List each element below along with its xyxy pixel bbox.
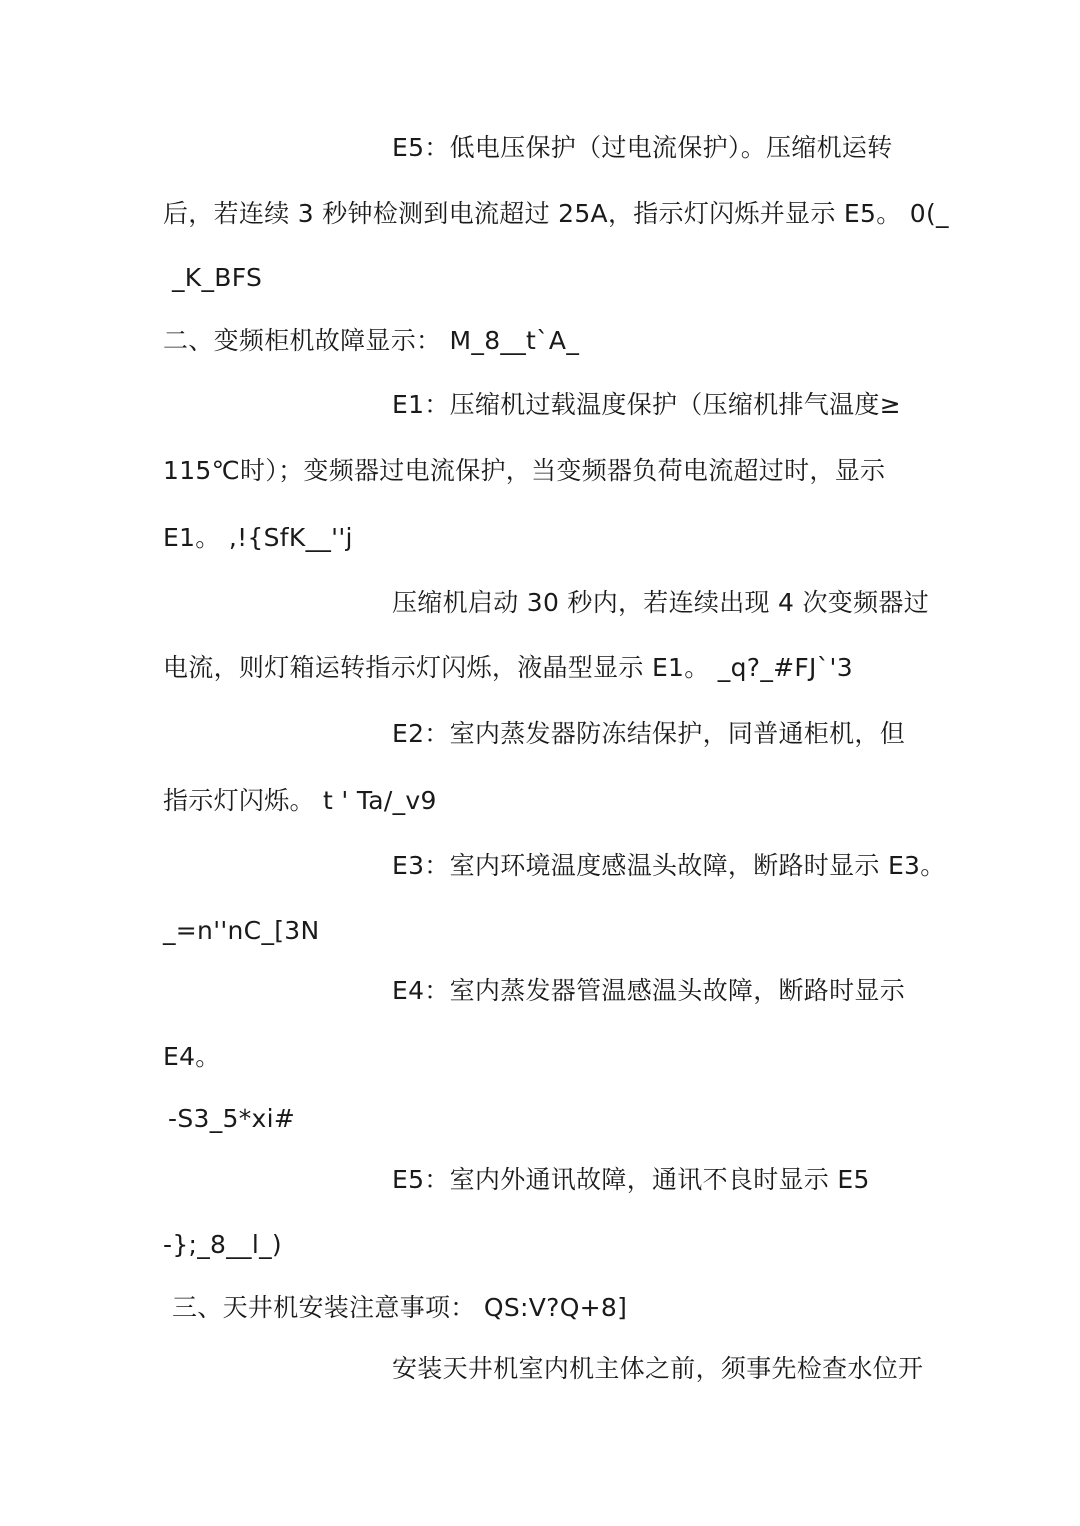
paragraph-line: 后，若连续 3 秒钟检测到电流超过 25A，指示灯闪烁并显示 E5。 0(_ (163, 199, 949, 228)
section-heading: 三、天井机安装注意事项： QS:V?Q+8] (172, 1293, 628, 1322)
paragraph-line: 115℃时）；变频器过电流保护，当变频器负荷电流超过时，显示 (163, 456, 886, 485)
paragraph-line: E5：低电压保护（过电流保护）。压缩机运转 (392, 133, 893, 162)
paragraph-line: E4：室内蒸发器管温感温头故障，断路时显示 (392, 976, 906, 1005)
paragraph-line: 指示灯闪烁。 t ' Ta/_v9 (163, 786, 437, 815)
paragraph-line: 安装天井机室内机主体之前，须事先检查水位开 (392, 1354, 924, 1383)
paragraph-line: 电流，则灯箱运转指示灯闪烁，液晶型显示 E1。 _q?_#FJ`'3 (163, 653, 853, 682)
section-heading: 二、变频柜机故障显示： M_8__t`A_ (163, 326, 580, 355)
paragraph-line: E1。 ,!{SfK__''j (163, 523, 353, 552)
paragraph-line: E4。 (163, 1042, 221, 1071)
paragraph-line: _K_BFS (172, 263, 263, 292)
paragraph-line: E3：室内环境温度感温头故障，断路时显示 E3。 (392, 851, 946, 880)
paragraph-line: 压缩机启动 30 秒内，若连续出现 4 次变频器过 (392, 588, 930, 617)
paragraph-line: -};_8__l_) (163, 1230, 282, 1259)
paragraph-line: E1：压缩机过载温度保护（压缩机排气温度≥ (392, 390, 901, 419)
paragraph-line: E2：室内蒸发器防冻结保护，同普通柜机，但 (392, 719, 906, 748)
paragraph-line: _=n''nC_[3N (163, 916, 320, 945)
paragraph-line: E5：室内外通讯故障，通讯不良时显示 E5 (392, 1165, 870, 1194)
paragraph-line: -S3_5*xi# (168, 1104, 296, 1133)
